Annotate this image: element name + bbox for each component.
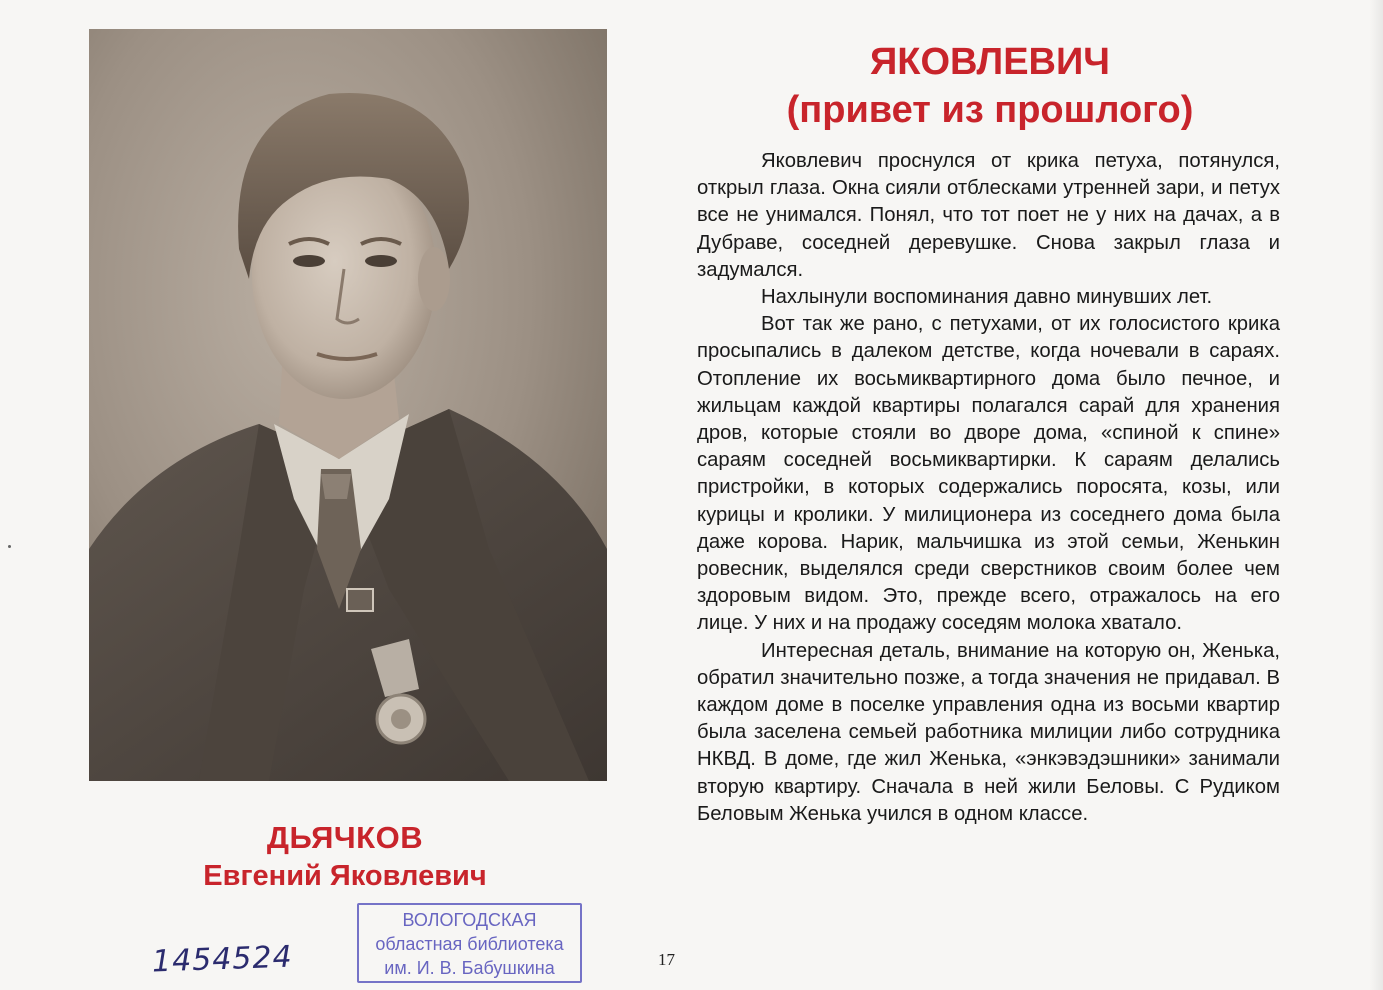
story-title — [700, 38, 1280, 134]
portrait-photo-icon — [89, 29, 607, 781]
stamp-line-3: им. И. В. Бабушкина — [384, 958, 555, 978]
page-edge-shadow — [1369, 0, 1383, 990]
library-stamp — [357, 903, 582, 983]
inventory-number: 1454524 — [151, 939, 294, 980]
person-full-name: Евгений Яковлевич — [203, 860, 487, 892]
page-number: 17 — [658, 950, 675, 969]
story-paragraph: Вот так же рано, с петухами, от их голосистого крика просыпались в далеком детстве, когда ночевали в сараях. Отопление их восьмиквартирного дома было печное, и жильцам каждой квартиры полагался сарай для хранения дров, которые стояли во дворе дома, «спиной к спине» сараям соседней восьмиквартирки. К сараям делались пристройки, в которых содержались поросята, козы, или курицы и кролики. У милиционера из соседнего дома была даже корова. Нарик, мальчишка из этой семьи, Женькин ровесник, выделялся среди сверстников своим более чем здоровым видом. Это, прежде всего, отражалось на его лице. У них и на продажу соседям молока хватало. — [697, 313, 1280, 635]
story-paragraph: Нахлынули воспоминания давно минувших лет. — [761, 286, 1213, 309]
story-paragraph: Интересная деталь, внимание на которую он, Женька, обратил значительно позже, а тогда значения не придавал. В каждом доме в поселке управления одна из восьми квартир была заселена семьей работника милиции либо сотрудника НКВД. В доме, где жил Женька, «энкэвэдэшники» занимали вторую квартиру. Сначала в ней жили Беловы. С Рудиком Беловым Женька учился в одном классе. — [697, 639, 1280, 825]
story-paragraph: Яковлевич проснулся от крика петуха, потянулся, открыл глаза. Окна сияли отблесками утренней зари, и петух все не унимался. Понял, что тот поет не у них на дачах, а в Дубраве, соседней деревушке. Снова закрыл глаза и задумался. — [697, 150, 1280, 281]
stamp-line-2: областная библиотека — [375, 934, 564, 954]
person-surname: ДЬЯЧКОВ — [266, 820, 424, 855]
stamp-line-1: ВОЛОГОДСКАЯ — [402, 910, 537, 930]
portrait-illustration — [89, 29, 607, 781]
story-title-line-1: ЯКОВЛЕВИЧ — [869, 41, 1111, 83]
story-title-line-2: (привет из прошлого) — [786, 89, 1194, 131]
story-body — [697, 148, 1280, 828]
scan-speck — [8, 545, 11, 548]
